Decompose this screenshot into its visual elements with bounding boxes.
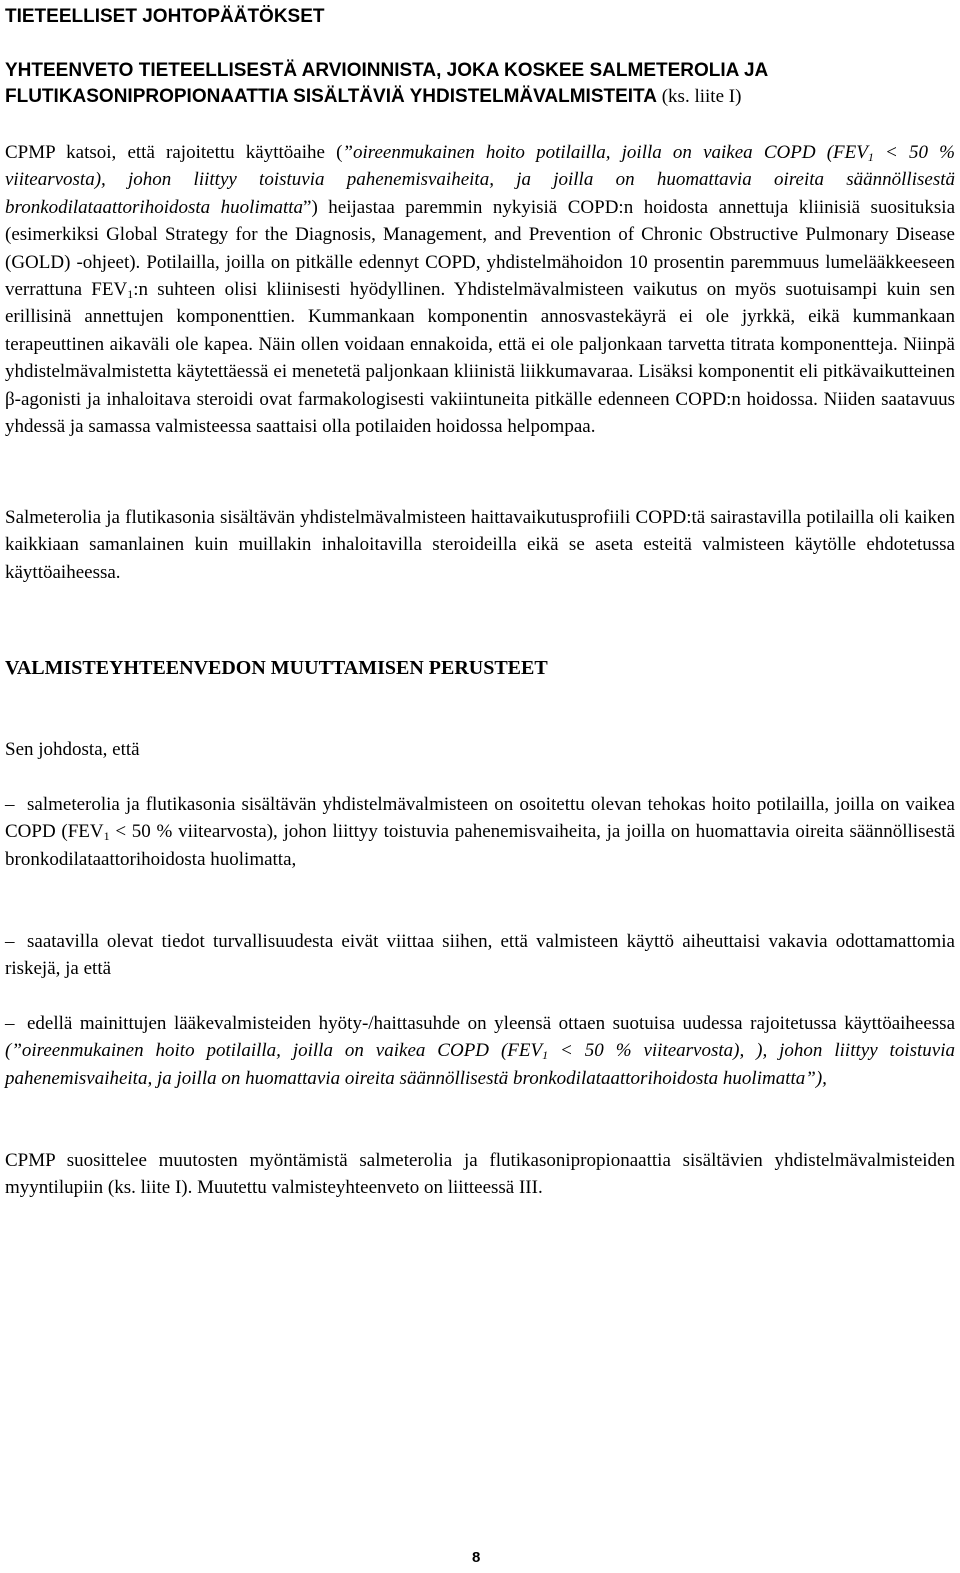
para1-italic-a: ”oireenmukainen hoito potilailla, joilla on vaikea COPD (FEV [342, 142, 868, 163]
para1-sub-b: 1 [127, 287, 134, 302]
bullet-dash: – [5, 1013, 15, 1034]
summary-heading [5, 58, 957, 110]
bullet-dash: – [5, 931, 15, 952]
para1-text-a: CPMP katsoi, että rajoitettu käyttöaihe ( [5, 142, 343, 163]
bullet3-sub: 1 [542, 1048, 549, 1063]
para1-sub-a: 1 [867, 150, 874, 164]
bullet3-italic-b: < 50 % viitearvosta), ), johon liittyy toistuvia pahenemisvaiheita, ja joilla on huomattavia oireita säännöllisestä bronkodilataattorihoidosta huolimatta”), [5, 1040, 955, 1089]
paragraph-safety-profile [5, 504, 955, 586]
para3-text: CPMP suosittelee muutosten myöntämistä salmeterolia ja flutikasonipropionaattia sisältävien yhdistelmävalmisteiden myyntilupiin (ks. liite I). Muutettu valmisteyhteenveto on liitteessä III. [5, 1150, 955, 1199]
page-number: 8 [472, 1549, 481, 1566]
bullet1-sub: 1 [103, 829, 110, 844]
intro-text: Sen johdosta, että [5, 739, 140, 760]
bullet3-italic-a: (”oireenmukainen hoito potilailla, joilla on vaikea COPD (FEV [5, 1040, 543, 1062]
bullet1-text-b: < 50 % viitearvosta), johon liittyy toistuvia pahenemisvaiheita, ja joilla on huomattavia oireita säännöllisestä bronkodilataattorihoidosta huolimatta, [5, 821, 956, 870]
section-heading-smpc-grounds: VALMISTEYHTEENVEDON MUUTTAMISEN PERUSTEET [5, 657, 548, 679]
para2-text: Salmeterolia ja flutikasonia sisältävän yhdistelmävalmisteen haittavaikutusprofiili COPD:tä sairastavilla potilailla oli kaiken kaikkiaan samanlainen kuin muillakin inhaloitavilla steroideilla eikä se aseta esteitä valmisteen käytölle ehdotetussa käyttöaiheessa. [5, 507, 955, 583]
bullet-item-1 [5, 791, 955, 873]
bullet3-text-a: edellä mainittujen lääkevalmisteiden hyöty-/haittasuhde on yleensä ottaen suotuisa uudessa rajoitetussa käyttöaiheessa [27, 1013, 955, 1034]
summary-heading-tail: (ks. liite I) [656, 86, 742, 107]
paragraph-recommendation [5, 1147, 955, 1202]
para1-text-b: ”) heijastaa paremmin nykyisiä COPD:n hoidosta annettuja kliinisiä suosituksia (esimerkiksi Global Strategy for the Diagnosis, Management, and Prevention of Chronic Obstructive Pulmonary Disease (GOLD) -ohjeet). Potilailla, joilla on pitkälle edennyt COPD, yhdistelmähoidon 10 prosentin paremmuus lumelääkkeeseen verrattuna FEV [5, 196, 956, 301]
bullet2-text: saatavilla olevat tiedot turvallisuudesta eivät viittaa siihen, että valmisteen käyttö aiheuttaisi vakavia odottamattomia riskejä, ja että [5, 931, 955, 980]
summary-heading-main: YHTEENVETO TIETEELLISESTÄ ARVIOINNISTA, JOKA KOSKEE SALMETEROLIA JA FLUTIKASONIPROPIONAATTIA SISÄLTÄVIÄ YHDISTELMÄVALMISTEITA [5, 60, 768, 107]
section-heading-scientific-conclusions: TIETEELLISET JOHTOPÄÄTÖKSET [5, 6, 325, 27]
bullet1-text-a: salmeterolia ja flutikasonia sisältävän yhdistelmävalmisteen on osoitettu olevan tehokas hoito potilailla, joilla on vaikea COPD (FEV [5, 794, 955, 843]
bullet-item-3 [5, 1010, 955, 1092]
bullet-dash: – [5, 794, 15, 815]
para1-text-c: :n suhteen olisi kliinisesti hyödyllinen. Yhdistelmävalmisteen vaikutus on myös suotuisampi kuin sen erillisinä annettujen komponenttien. Kummankaan komponentin annosvastekäyrä ei ole jyrkkä, eikä kummankaan terapeuttinen aikaväli ole kapea. Näin ollen voidaan ennakoida, että ei ole paljonkaan tarvetta titrata komponentteja. Niinpä yhdistelmävalmistetta käytettäessä ei menetetä paljonkaan kliinistä liikkumavaraa. Lisäksi komponentit eli pitkävaikutteinen β-agonisti ja inhaloitava steroidi ovat farmakologisesti vakiintuneita pitkälle edenneen COPD:n hoidossa. Niiden saatavuus yhdessä ja samassa valmisteessa saattaisi olla potilaiden hoidossa helpompaa. [5, 279, 956, 438]
bullet-item-2 [5, 928, 955, 983]
para1-italic-b: < 50 % viitearvosta), johon liittyy toistuvia pahenemisvaiheita, ja joilla on huomattavia oireita säännöllisestä bronkodilataattorihoidosta huolimatta [5, 142, 955, 218]
paragraph-cpmp-assessment [5, 139, 955, 440]
intro-line [5, 736, 955, 763]
